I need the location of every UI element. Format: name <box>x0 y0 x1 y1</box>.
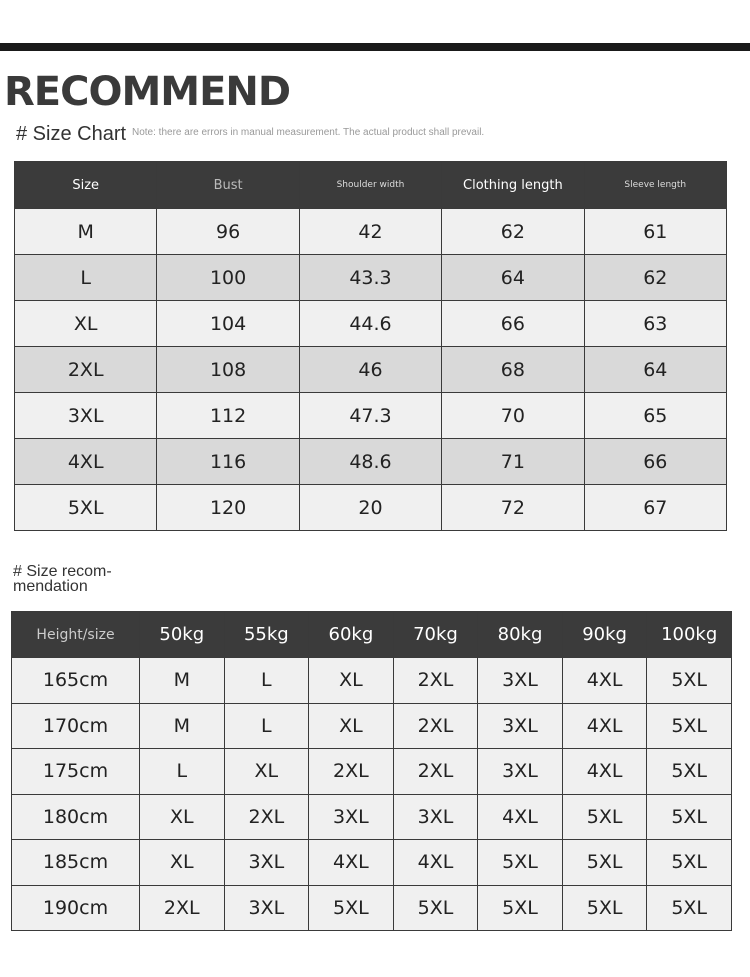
table-cell: 68 <box>442 347 584 393</box>
recommended-size-cell: L <box>224 703 309 749</box>
recommended-size-cell: 3XL <box>478 703 563 749</box>
table-cell: 3XL <box>15 393 157 439</box>
recommended-size-cell: 5XL <box>393 885 478 931</box>
recommended-size-cell: 5XL <box>647 658 732 704</box>
table-cell: 47.3 <box>299 393 441 439</box>
recommended-size-cell: 5XL <box>647 885 732 931</box>
height-cell: 190cm <box>12 885 140 931</box>
table-row <box>12 658 732 704</box>
header-weight: 60kg <box>309 612 394 658</box>
recommended-size-cell: M <box>140 658 225 704</box>
table-cell: 120 <box>157 485 299 531</box>
recommended-size-cell: 3XL <box>309 794 394 840</box>
recommended-size-cell: XL <box>140 840 225 886</box>
recommended-size-cell: 2XL <box>393 749 478 795</box>
table-cell: 112 <box>157 393 299 439</box>
recommended-size-cell: L <box>140 749 225 795</box>
table-row <box>15 347 727 393</box>
measurement-note: Note: there are errors in manual measurement. The actual product shall prevail. <box>132 127 485 138</box>
table-cell: 66 <box>442 301 584 347</box>
table-cell: 70 <box>442 393 584 439</box>
table-row <box>15 255 727 301</box>
table-cell: 62 <box>442 209 584 255</box>
header-height-size: Height/size <box>12 612 140 658</box>
recommended-size-cell: 2XL <box>224 794 309 840</box>
table-cell: 4XL <box>15 439 157 485</box>
recommended-size-cell: 4XL <box>562 703 647 749</box>
recommended-size-cell: 5XL <box>647 703 732 749</box>
table-cell: 104 <box>157 301 299 347</box>
recommended-size-cell: 5XL <box>309 885 394 931</box>
height-cell: 185cm <box>12 840 140 886</box>
header-shoulder-width: Shoulder width <box>299 162 441 209</box>
recommended-size-cell: 3XL <box>478 658 563 704</box>
recommended-size-cell: XL <box>224 749 309 795</box>
header-weight: 55kg <box>224 612 309 658</box>
table-row <box>12 749 732 795</box>
header-bust: Bust <box>157 162 299 209</box>
table-cell: XL <box>15 301 157 347</box>
recommended-size-cell: 5XL <box>562 840 647 886</box>
header-weight: 50kg <box>140 612 225 658</box>
recommended-size-cell: 2XL <box>393 703 478 749</box>
table-cell: 64 <box>442 255 584 301</box>
height-cell: 180cm <box>12 794 140 840</box>
table-cell: 96 <box>157 209 299 255</box>
recommended-size-cell: 3XL <box>478 749 563 795</box>
table-row <box>12 794 732 840</box>
table-cell: 42 <box>299 209 441 255</box>
top-divider-bar <box>0 43 750 51</box>
table-cell: 67 <box>584 485 726 531</box>
recommended-size-cell: 5XL <box>478 840 563 886</box>
recommended-size-cell: 5XL <box>562 885 647 931</box>
size-chart-title: # Size Chart <box>16 123 127 145</box>
table-row <box>12 885 732 931</box>
table-cell: 46 <box>299 347 441 393</box>
table-row <box>15 393 727 439</box>
table-cell: 63 <box>584 301 726 347</box>
recommended-size-cell: 4XL <box>562 749 647 795</box>
table-cell: L <box>15 255 157 301</box>
recommended-size-cell: 5XL <box>478 885 563 931</box>
page-heading: RECOMMEND <box>4 69 291 115</box>
header-weight: 100kg <box>647 612 732 658</box>
table-cell: 65 <box>584 393 726 439</box>
table-cell: 20 <box>299 485 441 531</box>
recommended-size-cell: 4XL <box>562 658 647 704</box>
table-row <box>12 703 732 749</box>
size-recommendation-table <box>11 611 732 931</box>
recommended-size-cell: XL <box>140 794 225 840</box>
recommended-size-cell: 4XL <box>478 794 563 840</box>
header-weight: 80kg <box>478 612 563 658</box>
header-sleeve-length: Sleeve length <box>584 162 726 209</box>
recommended-size-cell: 2XL <box>140 885 225 931</box>
table-row <box>12 840 732 886</box>
table-row <box>15 209 727 255</box>
header-clothing-length: Clothing length <box>442 162 584 209</box>
table-cell: 116 <box>157 439 299 485</box>
recommended-size-cell: 5XL <box>562 794 647 840</box>
table-cell: 44.6 <box>299 301 441 347</box>
recommended-size-cell: 4XL <box>309 840 394 886</box>
recommended-size-cell: XL <box>309 658 394 704</box>
size-recommendation-title: # Size recom-mendation <box>13 563 112 595</box>
recommended-size-cell: M <box>140 703 225 749</box>
header-weight: 90kg <box>562 612 647 658</box>
recommendation-header-row <box>12 612 732 658</box>
table-cell: 43.3 <box>299 255 441 301</box>
height-cell: 165cm <box>12 658 140 704</box>
header-weight: 70kg <box>393 612 478 658</box>
table-cell: 71 <box>442 439 584 485</box>
height-cell: 175cm <box>12 749 140 795</box>
table-cell: 61 <box>584 209 726 255</box>
size-chart-header-row <box>15 162 727 209</box>
recommended-size-cell: XL <box>309 703 394 749</box>
table-row <box>15 439 727 485</box>
table-cell: M <box>15 209 157 255</box>
recommended-size-cell: 3XL <box>393 794 478 840</box>
table-row <box>15 301 727 347</box>
recommended-size-cell: 3XL <box>224 885 309 931</box>
recommended-size-cell: 3XL <box>224 840 309 886</box>
header-size: Size <box>15 162 157 209</box>
recommended-size-cell: 4XL <box>393 840 478 886</box>
recommended-size-cell: L <box>224 658 309 704</box>
table-cell: 66 <box>584 439 726 485</box>
recommended-size-cell: 5XL <box>647 840 732 886</box>
table-row <box>15 485 727 531</box>
table-cell: 108 <box>157 347 299 393</box>
table-cell: 2XL <box>15 347 157 393</box>
height-cell: 170cm <box>12 703 140 749</box>
size-chart-table <box>14 161 727 531</box>
recommended-size-cell: 5XL <box>647 749 732 795</box>
table-cell: 72 <box>442 485 584 531</box>
recommended-size-cell: 2XL <box>309 749 394 795</box>
recommended-size-cell: 2XL <box>393 658 478 704</box>
table-cell: 64 <box>584 347 726 393</box>
table-cell: 62 <box>584 255 726 301</box>
table-cell: 5XL <box>15 485 157 531</box>
table-cell: 48.6 <box>299 439 441 485</box>
recommended-size-cell: 5XL <box>647 794 732 840</box>
table-cell: 100 <box>157 255 299 301</box>
